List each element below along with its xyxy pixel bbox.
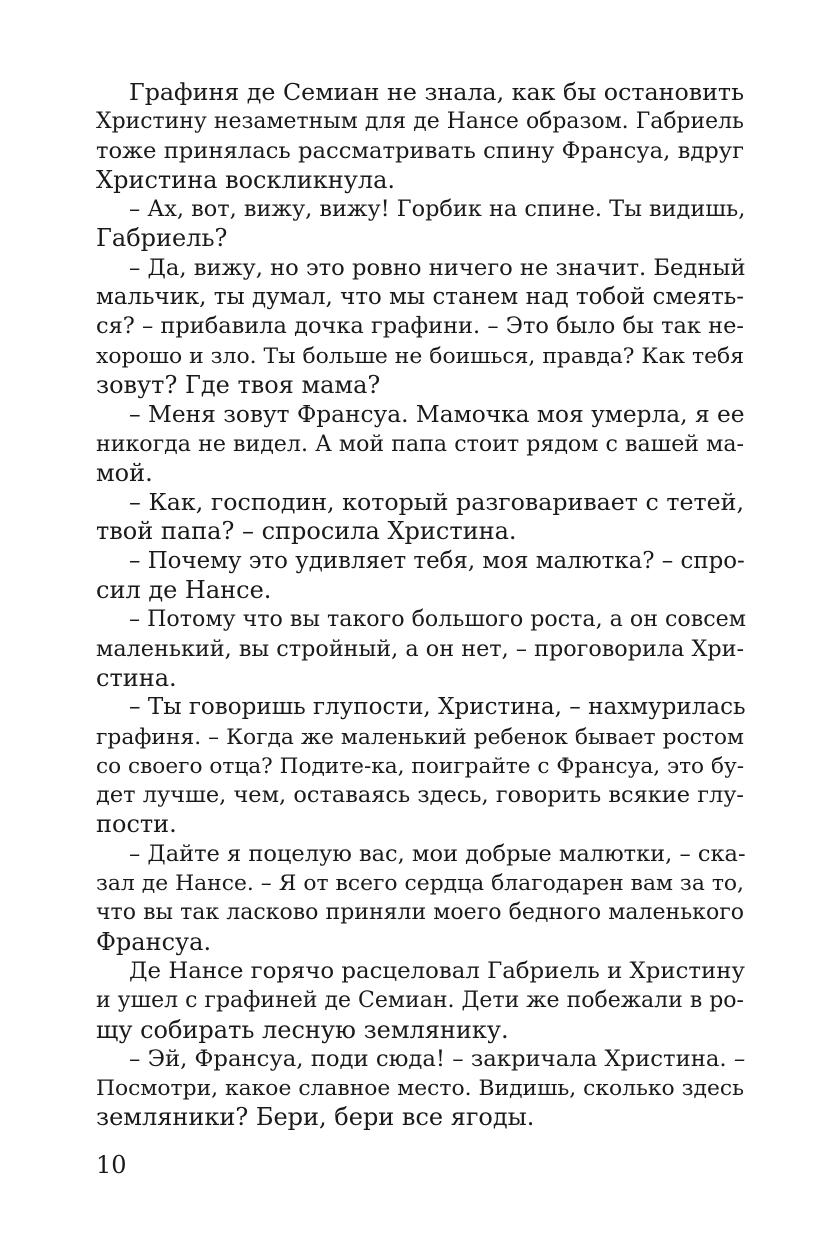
paragraph-10	[96, 957, 744, 1045]
text-line: Христину незаметным для де Нансе образом. Габриель	[96, 109, 744, 135]
text-line: со своего отца? Подите-ка, поиграйте с Франсуа, это бу-	[96, 753, 744, 779]
text-line: – Дайте я поцелую вас, мои добрые малютки, – ска-	[129, 840, 746, 867]
text-line: Де Нансе горячо расцеловал Габриель и Христину	[129, 957, 745, 984]
page-body	[96, 78, 744, 1133]
paragraph-9	[96, 840, 744, 957]
text-line: и ушел с графиней де Семиан. Дети же побежали в ро-	[96, 988, 744, 1014]
paragraph-8	[96, 693, 744, 839]
text-line: стина.	[96, 663, 177, 692]
paragraph-3	[96, 254, 744, 400]
text-line: щу собирать лесную землянику.	[96, 1015, 509, 1044]
text-line: никогда не видел. А мой папа стоит рядом с вашей ма-	[96, 430, 744, 457]
text-line: твой папа? – спросила Христина.	[96, 517, 517, 546]
text-line: – Потому что вы такого большого роста, а он совсем	[129, 606, 746, 633]
text-line: – Эй, Франсуа, поди сюда! – закричала Христина. –	[129, 1045, 746, 1072]
text-line: графиня. – Когда же маленький ребенок бывает ростом	[96, 724, 744, 750]
text-line: – Меня зовут Франсуа. Мамочка моя умерла, я ее	[129, 401, 745, 429]
page-number: 10	[96, 1151, 127, 1179]
paragraph-7	[96, 605, 744, 693]
text-line: сил де Нансе.	[96, 576, 272, 605]
text-line: – Ах, вот, вижу, вижу! Горбик на спине. Ты видишь,	[129, 196, 746, 223]
paragraph-6	[96, 547, 744, 606]
text-line: маленький, вы стройный, а он нет, – проговорила Хри-	[96, 635, 744, 662]
text-line: зовут? Где твоя мама?	[96, 370, 381, 399]
paragraph-4	[96, 400, 744, 488]
text-line: Христина воскликнула.	[96, 165, 396, 194]
paragraph-5	[96, 488, 744, 547]
text-line: земляники? Бери, бери все ягоды.	[96, 1103, 535, 1132]
paragraph-11	[96, 1045, 744, 1133]
text-line: зал де Нансе. – Я от всего сердца благодарен вам за то,	[96, 871, 744, 897]
text-line: – Ты говоришь глупости, Христина, – нахмурилась	[129, 694, 746, 721]
paragraph-1	[96, 78, 744, 195]
text-line: – Да, вижу, но это ровно ничего не значит. Бедный	[129, 254, 746, 281]
text-line: дет лучше, чем, оставаясь здесь, говорить всякие глу-	[96, 782, 744, 809]
text-line: тоже принялась рассматривать спину Франсуа, вдруг	[96, 137, 744, 164]
text-line: что вы так ласково приняли моего бедного маленького	[96, 900, 744, 926]
text-line: Габриель?	[96, 224, 228, 253]
paragraph-2	[96, 195, 744, 254]
text-line: пости.	[96, 810, 177, 839]
text-line: – Как, господин, который разговаривает с тетей,	[129, 488, 744, 517]
text-line: хорошо и зло. Ты больше не боишься, правда? Как тебя	[96, 343, 744, 369]
text-line: мальчик, ты думал, что мы станем над тобой смеять-	[96, 284, 744, 311]
text-line: – Почему это удивляет тебя, моя малютка? – спро-	[129, 547, 745, 574]
text-line: Франсуа.	[96, 927, 212, 956]
text-line: ся? – прибавила дочка графини. – Это было бы так не-	[96, 313, 744, 340]
text-line: Посмотри, какое славное место. Видишь, сколько здесь	[96, 1076, 744, 1102]
text-line: Графиня де Семиан не знала, как бы остановить	[129, 78, 744, 106]
text-line: мой.	[96, 458, 153, 487]
